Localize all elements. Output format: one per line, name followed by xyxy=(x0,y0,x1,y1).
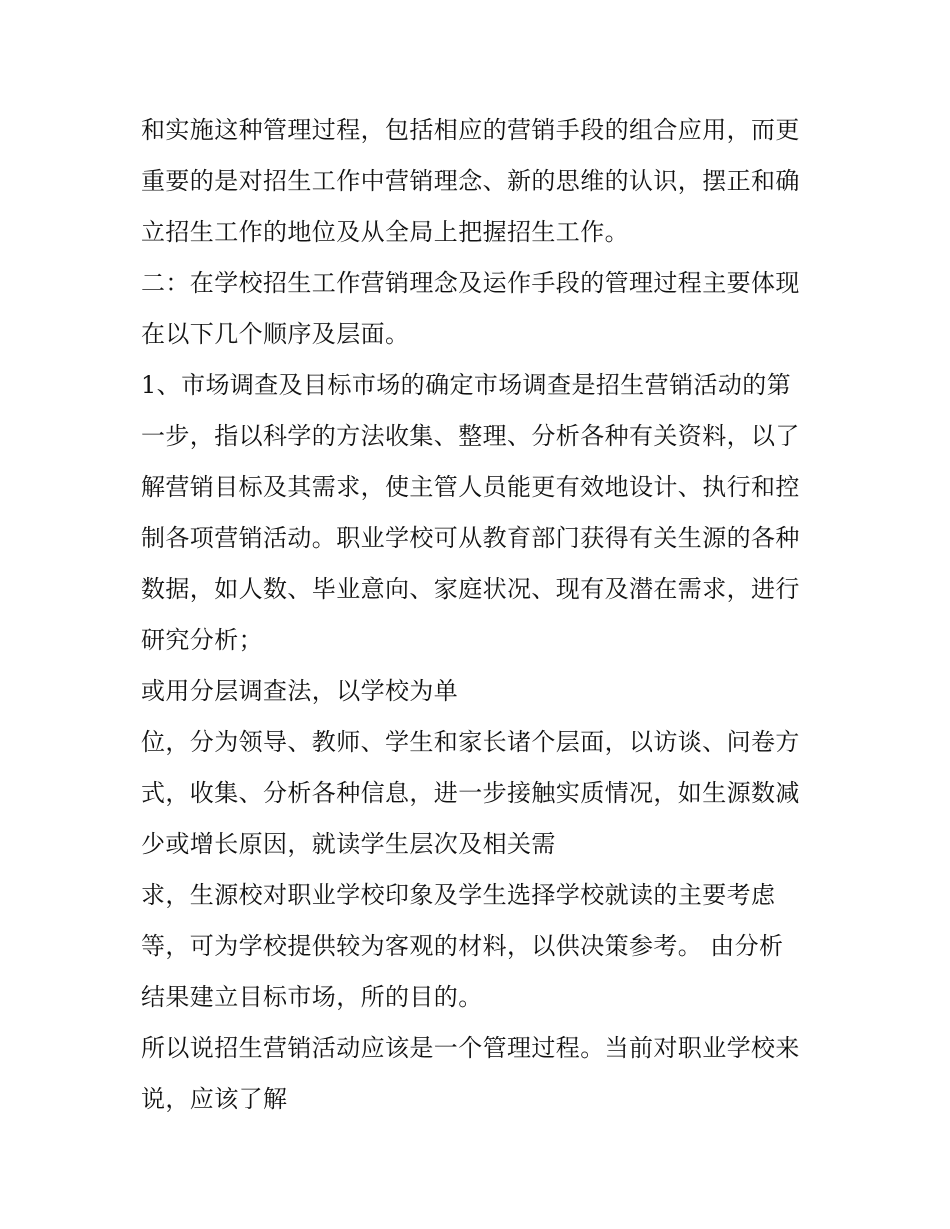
text-line: 重要的是对招生工作中营销理念、新的思维的认识，摆正和确 xyxy=(141,167,800,195)
text-line: 位，分为领导、教师、学生和家长诸个层面，以访谈、问卷方 xyxy=(141,728,800,756)
text-line: 研究分析； xyxy=(141,626,263,654)
text-line: 一步，指以科学的方法收集、整理、分析各种有关资料，以了 xyxy=(141,422,800,450)
text-line: 二：在学校招生工作营销理念及运作手段的管理过程主要体现 xyxy=(141,269,800,297)
text-line: 1、市场调查及目标市场的确定市场调查是招生营销活动的第 xyxy=(141,371,792,399)
text-line: 解营销目标及其需求，使主管人员能更有效地设计、执行和控 xyxy=(141,473,800,501)
text-line: 说，应该了解 xyxy=(141,1085,288,1113)
text-line: 数据，如人数、毕业意向、家庭状况、现有及潜在需求，进行 xyxy=(141,575,800,603)
text-line: 等，可为学校提供较为客观的材料，以供决策参考。 由分析 xyxy=(141,932,784,960)
text-line: 或用分层调查法，以学校为单 xyxy=(141,677,459,705)
text-line: 少或增长原因，就读学生层次及相关需 xyxy=(141,830,556,858)
text-line: 在以下几个顺序及层面。 xyxy=(141,320,410,348)
text-line: 立招生工作的地位及从全局上把握招生工作。 xyxy=(141,218,629,246)
text-line: 式，收集、分析各种信息，进一步接触实质情况，如生源数减 xyxy=(141,779,800,807)
text-line: 结果建立目标市场，所的目的。 xyxy=(141,983,483,1011)
text-line: 求，生源校对职业学校印象及学生选择学校就读的主要考虑 xyxy=(141,881,776,909)
text-line: 和实施这种管理过程，包括相应的营销手段的组合应用，而更 xyxy=(141,116,800,144)
text-line: 所以说招生营销活动应该是一个管理过程。当前对职业学校来 xyxy=(141,1034,800,1062)
text-line: 制各项营销活动。职业学校可从教育部门获得有关生源的各种 xyxy=(141,524,800,552)
